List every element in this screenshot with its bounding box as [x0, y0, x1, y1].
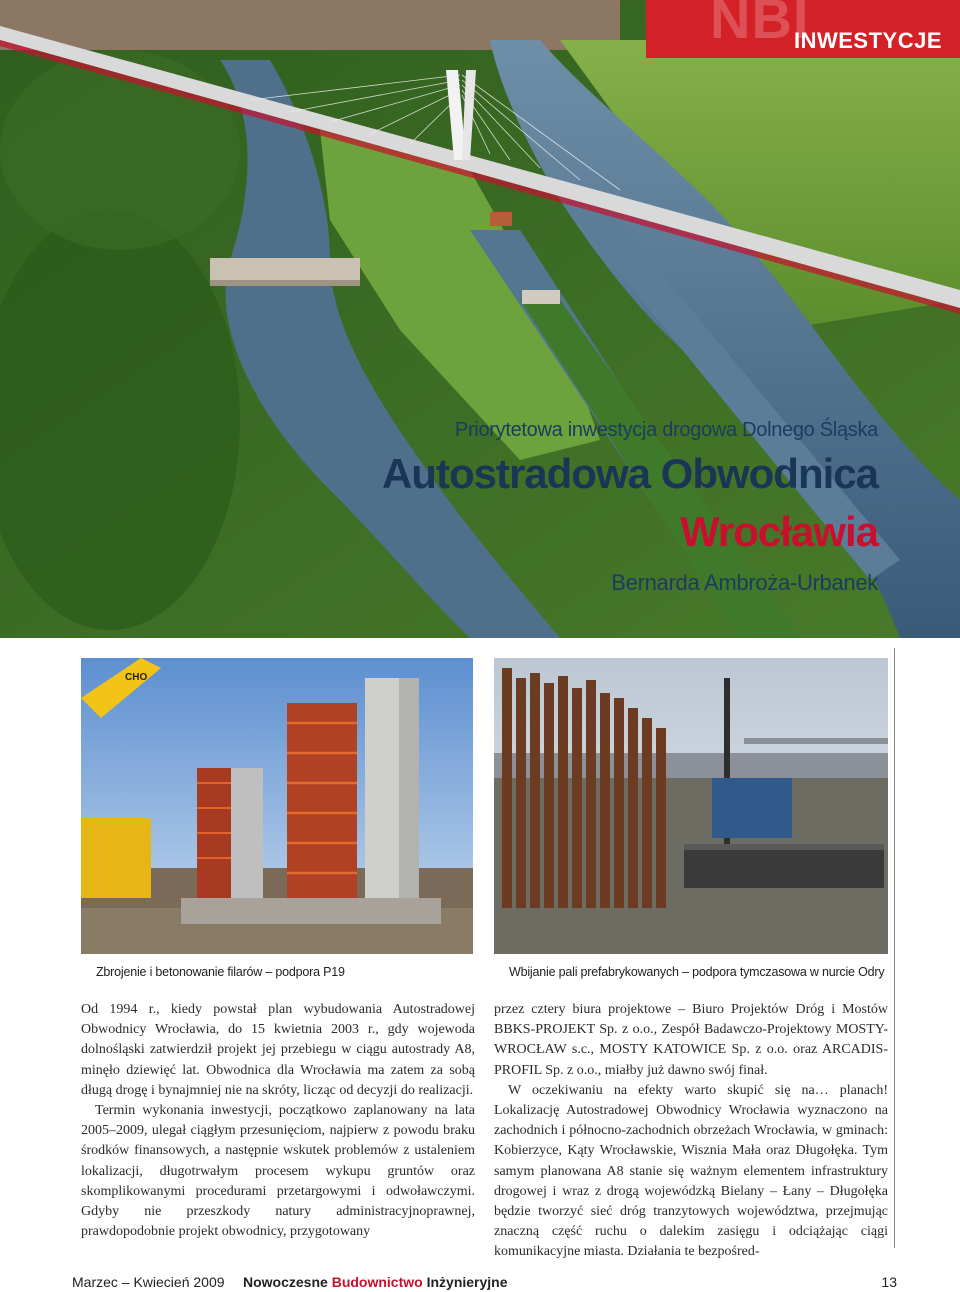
- section-ghost-logo: NBI: [710, 0, 810, 50]
- page-footer: [0, 1272, 960, 1292]
- article-title-line2: Wrocławia: [680, 508, 878, 555]
- article-column-left: [81, 1000, 475, 1242]
- issue-date: Marzec – Kwiecień 2009: [72, 1274, 225, 1290]
- paragraph: W oczekiwaniu na efekty warto skupić się na… planach! Lokalizację Autostradowej Obwodnicy Wrocławia wyznaczono na zachodnich i północno-zachodnich obrzeżach Wrocławia, w gminach: Kobierzyce, Kąty Wrocławskie, Wisznia Mała oraz Długołęka. Tym samym planowana A8 stanie się ważnym elementem infrastruktury drogowej i wraz z drogą wojewódzką Bielany – Łany – Długołęka będzie tworzyć sieć dróg tranzytowych województwa, przejmując znaczną część ruchu o dalekim zasięgu i odciążając ciągi komunikacyjne miasta. Działania te bezpośred-: [494, 1082, 888, 1260]
- page-number: 13: [881, 1274, 897, 1290]
- photo-pile-driving: [494, 658, 888, 954]
- magazine-name-part2: Budownictwo: [331, 1274, 423, 1290]
- article-kicker: Priorytetowa inwestycja drogowa Dolnego Śląska: [454, 419, 878, 441]
- article-author: Bernarda Ambroża-Urbanek: [611, 570, 878, 595]
- paragraph: przez cztery biura projektowe – Biuro Projektów Dróg i Mostów BBKS-PROJEKT Sp. z o.o., Zespół Badawczo-Projektowy MOSTY-WROCŁAW s.c., MOSTY KATOWICE Sp. z o.o. oraz ARCADIS-PROFIL Sp. z o.o., miałby już dawno swój finał.: [494, 1002, 888, 1078]
- article-column-right: [494, 1000, 888, 1263]
- magazine-name-part1: Nowoczesne: [243, 1274, 332, 1290]
- column-divider: [894, 648, 895, 1248]
- article-title-line1: Autostradowa Obwodnica: [381, 450, 878, 497]
- section-tab: [646, 0, 960, 58]
- hero-aerial-photo: [0, 0, 960, 638]
- magazine-name: [243, 1274, 508, 1290]
- caption-right-photo: Wbijanie pali prefabrykowanych – podpora tymczasowa w nurcie Odry: [509, 965, 885, 979]
- section-label: INWESTYCJE: [793, 28, 942, 53]
- crane-label: CHO: [125, 672, 148, 683]
- caption-left-photo: Zbrojenie i betonowanie filarów – podpora P19: [96, 965, 345, 979]
- photo-pier-construction: [81, 658, 473, 954]
- paragraph: Termin wykonania inwestycji, początkowo zaplanowany na lata 2005–2009, ulegał ciągłym przesunięciom, najpierw z powodu braku środków finansowych, a następnie wskutek problemów z ustaleniem lokalizacji, długotrwałym procesem wykupu gruntów oraz skomplikowanymi procedurami przetargowymi i odwoławczymi. Gdyby nie przeszkody natury administracyjnoprawnej, prawdopodobnie projekt obwodnicy, przygotowany: [81, 1103, 475, 1240]
- paragraph: Od 1994 r., kiedy powstał plan wybudowania Autostradowej Obwodnicy Wrocławia, do 15 kwietnia 2003 r., gdy wojewoda dolnośląski zatwierdził projekt jej przebiegu w ciągu autostrady A8, minęło dziewięć lat. Obwodnica dla Wrocławia ma zatem za sobą długą drogę i bynajmniej nie na skróty, licząc od decyzji do realizacji.: [81, 1002, 475, 1098]
- magazine-name-part3: Inżynieryjne: [422, 1274, 508, 1290]
